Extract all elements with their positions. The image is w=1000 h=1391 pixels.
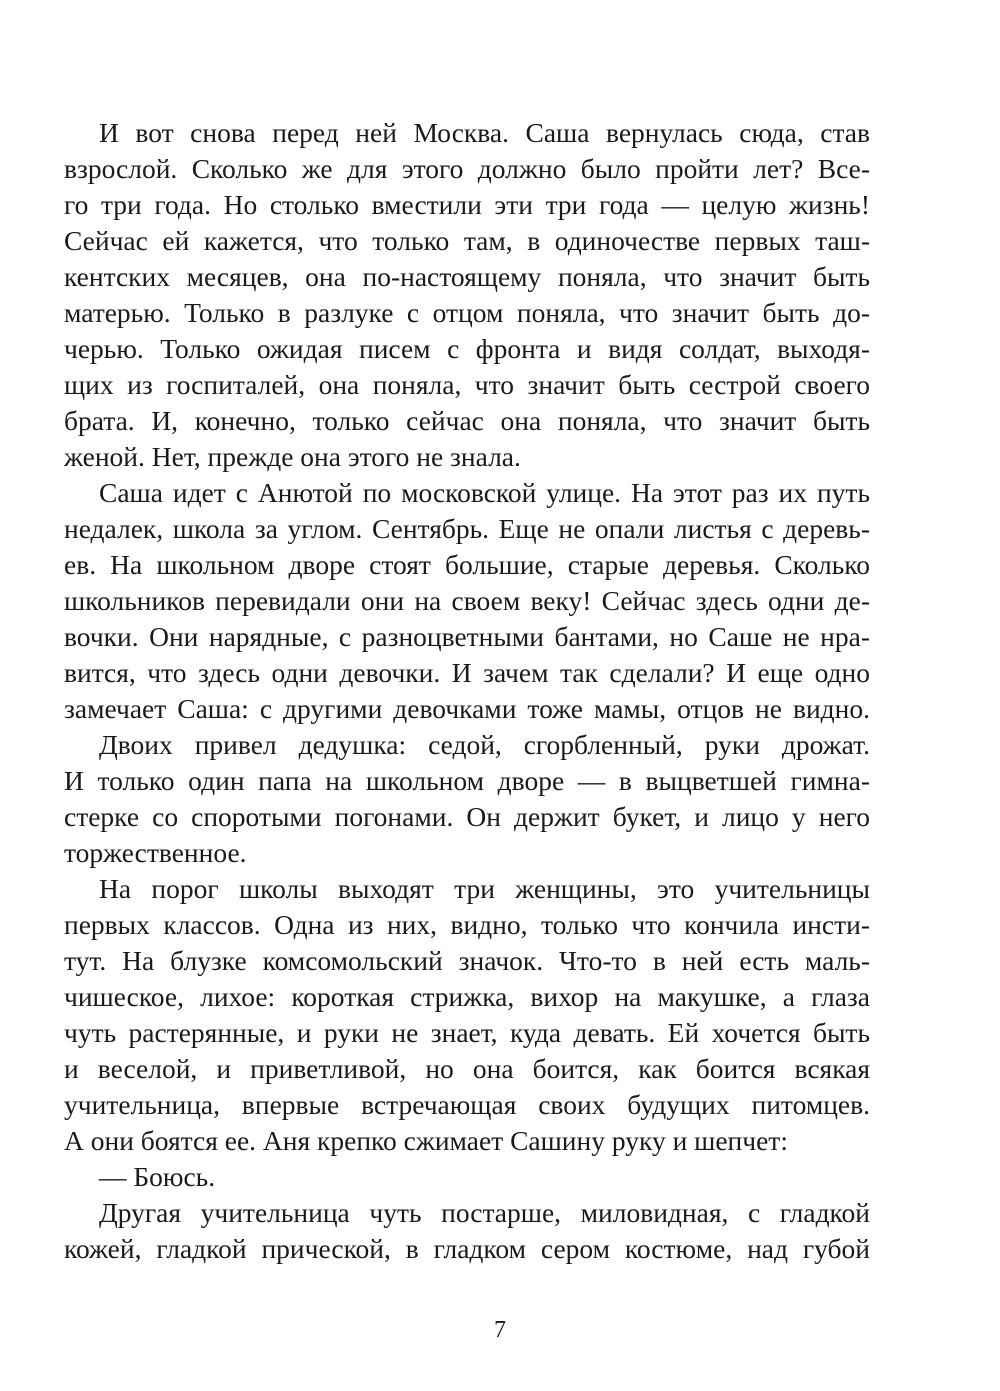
text-line: Сейчас ей кажется, что только там, в одиночестве первых таш- <box>64 225 870 256</box>
text-line: брата. И, конечно, только сейчас она поняла, что значит быть <box>64 405 870 436</box>
page-number: 7 <box>494 1317 506 1343</box>
text-line: Двоих привел дедушка: седой, сгорбленный, руки дрожат. <box>99 729 870 760</box>
text-line: замечает Саша: с другими девочками тоже мамы, отцов не видно. <box>64 693 870 724</box>
text-line: А они боятся ее. Аня крепко сжимает Сашину руку и шепчет: <box>64 1125 788 1156</box>
text-line: чуть растерянные, и руки не знает, куда девать. Ей хочется быть <box>64 1017 870 1048</box>
text-line: вится, что здесь одни девочки. И зачем так сделали? И еще одно <box>64 657 870 688</box>
text-line: чишеское, лихое: короткая стрижка, вихор на макушке, а глаза <box>64 981 870 1012</box>
text-line: торжественное. <box>64 837 247 868</box>
text-line: школьников перевидали они на своем веку! Сейчас здесь одни де- <box>64 585 870 616</box>
text-line: — Боюсь. <box>99 1161 216 1192</box>
text-line: го три года. Но столько вместили эти три года — целую жизнь! <box>64 189 870 220</box>
text-line: первых классов. Одна из них, видно, только что кончила инсти- <box>64 909 870 940</box>
text-line: и веселой, и приветливой, но она боится, как боится всякая <box>64 1053 870 1084</box>
text-line: На порог школы выходят три женщины, это учительницы <box>99 873 870 904</box>
text-line: учительница, впервые встречающая своих будущих питомцев. <box>64 1089 870 1120</box>
text-line: вочки. Они нарядные, с разноцветными бантами, но Саше не нра- <box>64 621 870 652</box>
text-line: черью. Только ожидая писем с фронта и видя солдат, выходя- <box>64 333 870 364</box>
text-line: И вот снова перед ней Москва. Саша вернулась сюда, став <box>99 117 870 148</box>
text-line: щих из госпиталей, она поняла, что значит быть сестрой своего <box>64 369 870 400</box>
text-line: матерью. Только в разлуке с отцом поняла, что значит быть до- <box>64 297 870 328</box>
text-line: ев. На школьном дворе стоят большие, старые деревья. Сколько <box>64 549 870 580</box>
text-line: взрослой. Сколько же для этого должно было пройти лет? Все- <box>64 153 870 184</box>
text-line: недалек, школа за углом. Сентябрь. Еще не опали листья с деревь- <box>64 513 870 544</box>
text-line: И только один папа на школьном дворе — в выцветшей гимна- <box>64 765 870 796</box>
text-line: кожей, гладкой прической, в гладком сером костюме, над губой <box>64 1233 870 1264</box>
text-line: Другая учительница чуть постарше, миловидная, с гладкой <box>99 1197 870 1228</box>
text-line: женой. Нет, прежде она этого не знала. <box>64 441 521 472</box>
text-line: Саша идет с Анютой по московской улице. На этот раз их путь <box>99 477 870 508</box>
text-line: стерке со споротыми погонами. Он держит букет, и лицо у него <box>64 801 870 832</box>
text-line: кентских месяцев, она по-настоящему поняла, что значит быть <box>64 261 870 292</box>
text-line: тут. На блузке комсомольский значок. Что-то в ней есть маль- <box>64 945 870 976</box>
